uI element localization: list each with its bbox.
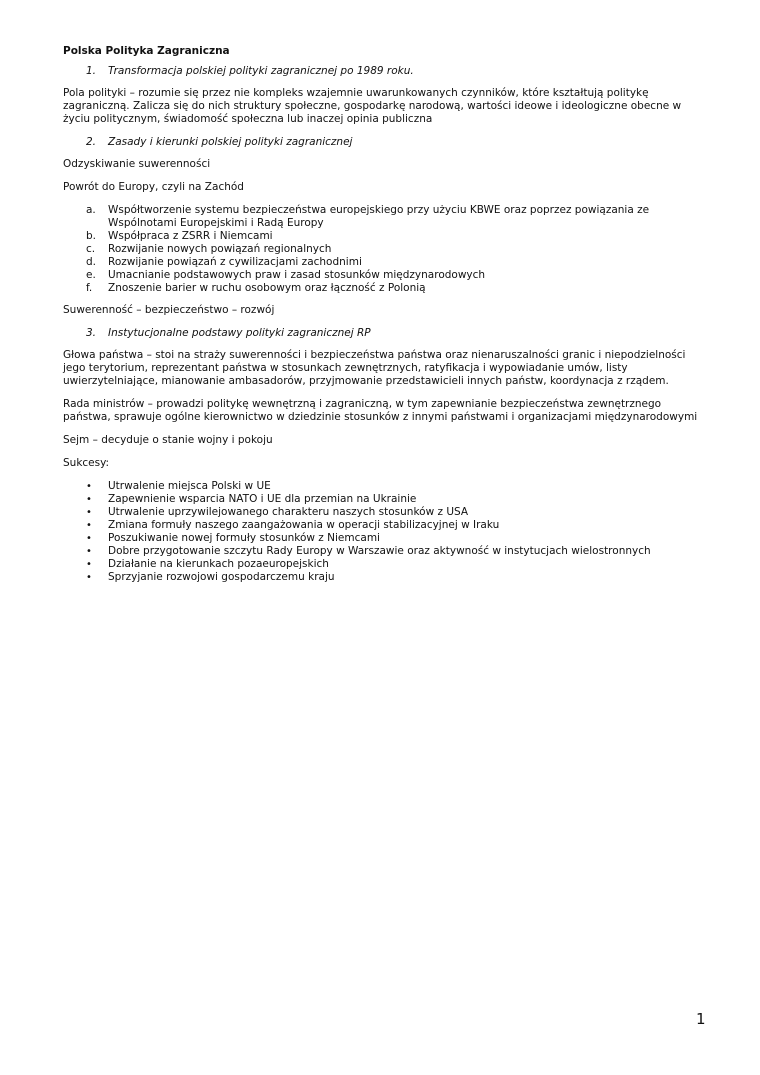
section-heading-2 bbox=[63, 136, 703, 149]
bullet-icon: • bbox=[86, 533, 92, 544]
list-item bbox=[63, 480, 703, 493]
list-marker: e. bbox=[86, 269, 96, 281]
list-item-text: Działanie na kierunkach pozaeuropejskich bbox=[108, 558, 329, 570]
list-item bbox=[63, 571, 703, 584]
list-item bbox=[63, 282, 703, 295]
list-item bbox=[63, 493, 703, 506]
section-title: Zasady i kierunki polskiej polityki zagranicznej bbox=[108, 136, 353, 148]
section-title: Transformacja polskiej polityki zagranicznej po 1989 roku. bbox=[108, 65, 414, 77]
list-item bbox=[63, 519, 703, 532]
bullet-icon: • bbox=[86, 494, 92, 505]
bullet-icon: • bbox=[86, 546, 92, 557]
list-item-text: Sprzyjanie rozwojowi gospodarczemu kraju bbox=[108, 571, 335, 583]
bullet-icon: • bbox=[86, 559, 92, 570]
paragraph-sejm: Sejm – decyduje o stanie wojny i pokoju bbox=[63, 434, 273, 446]
section-title: Instytucjonalne podstawy polityki zagranicznej RP bbox=[108, 327, 371, 339]
list-item bbox=[63, 256, 703, 269]
list-item bbox=[63, 230, 703, 243]
section-number: 3. bbox=[86, 327, 97, 339]
list-marker: c. bbox=[86, 243, 96, 255]
page-number: 1 bbox=[696, 1010, 706, 1028]
list-item bbox=[63, 243, 703, 256]
paragraph-pola-polityki: Pola polityki – rozumie się przez nie kompleks wzajemnie uwarunkowanych czynników, które kształtują politykę zagraniczną. Zalicza się do nich struktury społeczne, gospodarkę narodową, wartości ideowe i ideologiczne obecne w życiu politycznym, świadomość społeczna lub inaczej opinia publiczna bbox=[63, 87, 682, 125]
list-item bbox=[63, 506, 703, 519]
list-item-text: Rozwijanie nowych powiązań regionalnych bbox=[108, 243, 332, 255]
list-item bbox=[63, 558, 703, 571]
bullet-list bbox=[63, 480, 703, 584]
section-number: 2. bbox=[86, 136, 97, 148]
list-item-text: Rozwijanie powiązań z cywilizacjami zachodnimi bbox=[108, 256, 362, 268]
list-item-text: Utrwalenie uprzywilejowanego charakteru naszych stosunków z USA bbox=[108, 506, 469, 518]
list-marker: b. bbox=[86, 230, 97, 242]
paragraph-sukcesy: Sukcesy: bbox=[63, 457, 110, 469]
list-item-text: Umacnianie podstawowych praw i zasad stosunków międzynarodowych bbox=[108, 269, 486, 281]
list-item bbox=[63, 204, 703, 230]
list-item-text: Znoszenie barier w ruchu osobowym oraz łączność z Polonią bbox=[108, 282, 426, 294]
bullet-icon: • bbox=[86, 572, 92, 583]
bullet-icon: • bbox=[86, 520, 92, 531]
paragraph-powrot: Powrót do Europy, czyli na Zachód bbox=[63, 181, 244, 193]
list-item-text: Utrwalenie miejsca Polski w UE bbox=[108, 480, 271, 492]
list-marker: f. bbox=[86, 282, 93, 294]
list-item bbox=[63, 269, 703, 282]
document-title: Polska Polityka Zagraniczna bbox=[63, 45, 230, 57]
list-item-text: Współpraca z ZSRR i Niemcami bbox=[108, 230, 273, 242]
paragraph-suwerennosc: Suwerenność – bezpieczeństwo – rozwój bbox=[63, 304, 275, 316]
list-item bbox=[63, 532, 703, 545]
list-item-text: Poszukiwanie nowej formuły stosunków z Niemcami bbox=[108, 532, 380, 544]
bullet-icon: • bbox=[86, 481, 92, 492]
list-marker: a. bbox=[86, 204, 96, 216]
section-number: 1. bbox=[86, 65, 97, 77]
document-body bbox=[63, 45, 703, 593]
list-item bbox=[63, 545, 703, 558]
lettered-list bbox=[63, 204, 703, 295]
bullet-icon: • bbox=[86, 507, 92, 518]
section-heading-1 bbox=[63, 65, 703, 78]
paragraph-odzyskiwanie: Odzyskiwanie suwerenności bbox=[63, 158, 211, 170]
list-item-text: Współtworzenie systemu bezpieczeństwa europejskiego przy użyciu KBWE oraz poprzez powiązania ze Wspólnotami Europejskimi i Radą Europy bbox=[108, 204, 650, 229]
paragraph-rada-ministrow: Rada ministrów – prowadzi politykę wewnętrzną i zagraniczną, w tym zapewnianie bezpieczeństwa zewnętrznego państwa, sprawuje ogólne kierownictwo w dziedzinie stosunków z innymi państwami i organizacjami międzynarodowymi bbox=[63, 398, 698, 423]
list-item-text: Zmiana formuły naszego zaangażowania w operacji stabilizacyjnej w Iraku bbox=[108, 519, 500, 531]
paragraph-glowa-panstwa: Głowa państwa – stoi na straży suwerenności i bezpieczeństwa państwa oraz nienaruszalności granic i niepodzielności jego terytorium, reprezentant państwa w stosunkach zewnętrznych, ratyfikacja i wypowiadanie umów, listy uwierzytelniające, mianowanie ambasadorów, przyjmowanie przedstawicieli innych państw, koordynacja z rządem. bbox=[63, 349, 686, 387]
list-marker: d. bbox=[86, 256, 97, 268]
list-item-text: Zapewnienie wsparcia NATO i UE dla przemian na Ukrainie bbox=[108, 493, 417, 505]
list-item-text: Dobre przygotowanie szczytu Rady Europy w Warszawie oraz aktywność w instytucjach wielostronnych bbox=[108, 545, 651, 557]
section-heading-3 bbox=[63, 327, 703, 340]
